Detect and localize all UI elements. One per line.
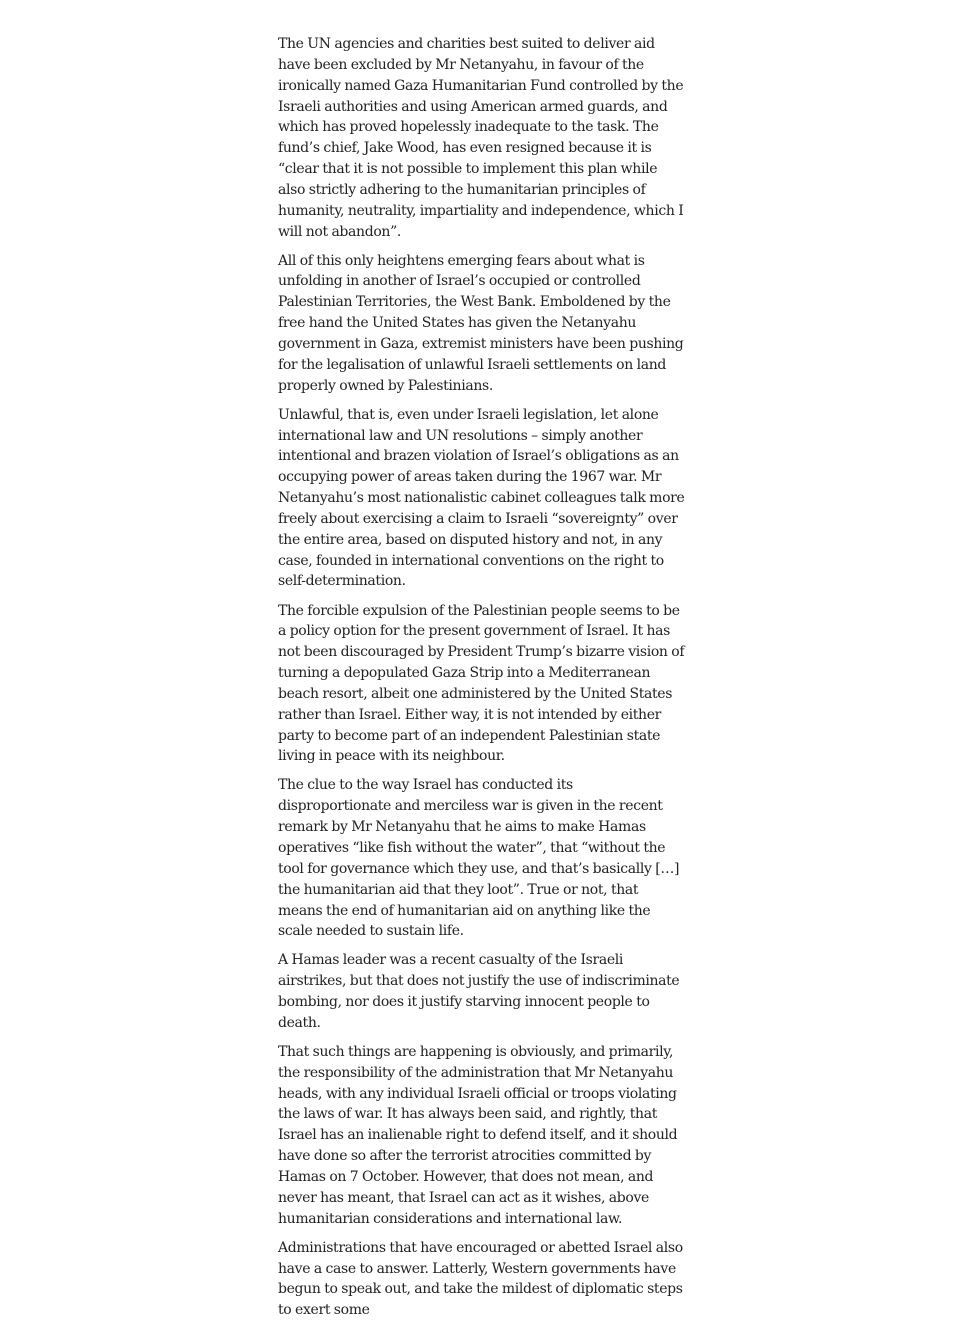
article-paragraph: A Hamas leader was a recent casualty of the Israeli airstrikes, but that does not justify the use of indiscriminate bombing, nor does it justify starving innocent people to death. bbox=[278, 952, 680, 1031]
article-paragraph: That such things are happening is obviously, and primarily, the responsibility of the administration that Mr Netanyahu heads, with any individual Israeli official or troops violating the laws of war. It has always been said, and rightly, that Israel has an inalienable right to defend itself, and it should have done so after the terrorist atrocities committed by Hamas on 7 October. However, that does not mean, and never has meant, that Israel can act as it wishes, above humanitarian considerations and international law. bbox=[278, 1043, 678, 1227]
article-paragraph: The clue to the way Israel has conducted its disproportionate and merciless war is given in the recent remark by Mr Netanyahu that he aims to make Hamas operatives “like fish without the water”, that “without the tool for governance which they use, and that’s basically […] the humanitarian aid that they loot”. True or not, that means the end of humanitarian aid on anything like the scale needed to sustain life. bbox=[278, 777, 680, 940]
article-paragraph: The UN agencies and charities best suited to deliver aid have been excluded by Mr Netanyahu, in favour of the ironically named Gaza Humanitarian Fund controlled by the Israeli authorities and using American armed guards, and which has proved hopelessly inadequate to the task. The fund’s chief, Jake Wood, has even resigned because it is “clear that it is not possible to implement this plan while also strictly adhering to the humanitarian principles of humanity, neutrality, impartiality and independence, which I will not abandon”. bbox=[278, 36, 684, 240]
article-body bbox=[278, 34, 686, 1329]
article-paragraph: All of this only heightens emerging fears about what is unfolding in another of Israel’s occupied or controlled Palestinian Territories, the West Bank. Emboldened by the free hand the United States has given the Netanyahu government in Gaza, extremist ministers have been pushing for the legalisation of unlawful Israeli settlements on land properly owned by Palestinians. bbox=[278, 252, 684, 394]
article-paragraph: Administrations that have encouraged or abetted Israel also have a case to answer. Latterly, Western governments have begun to speak out, and take the mildest of diplomatic steps to exert some bbox=[278, 1239, 683, 1319]
article-paragraph: Unlawful, that is, even under Israeli legislation, let alone international law and UN resolutions – simply another intentional and brazen violation of Israel’s obligations as an occupying power of areas taken during the 1967 war. Mr Netanyahu’s most nationalistic cabinet colleagues talk more freely about exercising a claim to Israeli “sovereignty” over the entire area, based on disputed history and not, in any case, founded in international conventions on the right to self-determination. bbox=[278, 406, 685, 590]
article-paragraph: The forcible expulsion of the Palestinian people seems to be a policy option for the present government of Israel. It has not been discouraged by President Trump’s bizarre vision of turning a depopulated Gaza Strip into a Mediterranean beach resort, albeit one administered by the United States rather than Israel. Either way, it is not intended by either party to become part of an independent Palestinian state living in peace with its neighbour. bbox=[278, 602, 685, 765]
